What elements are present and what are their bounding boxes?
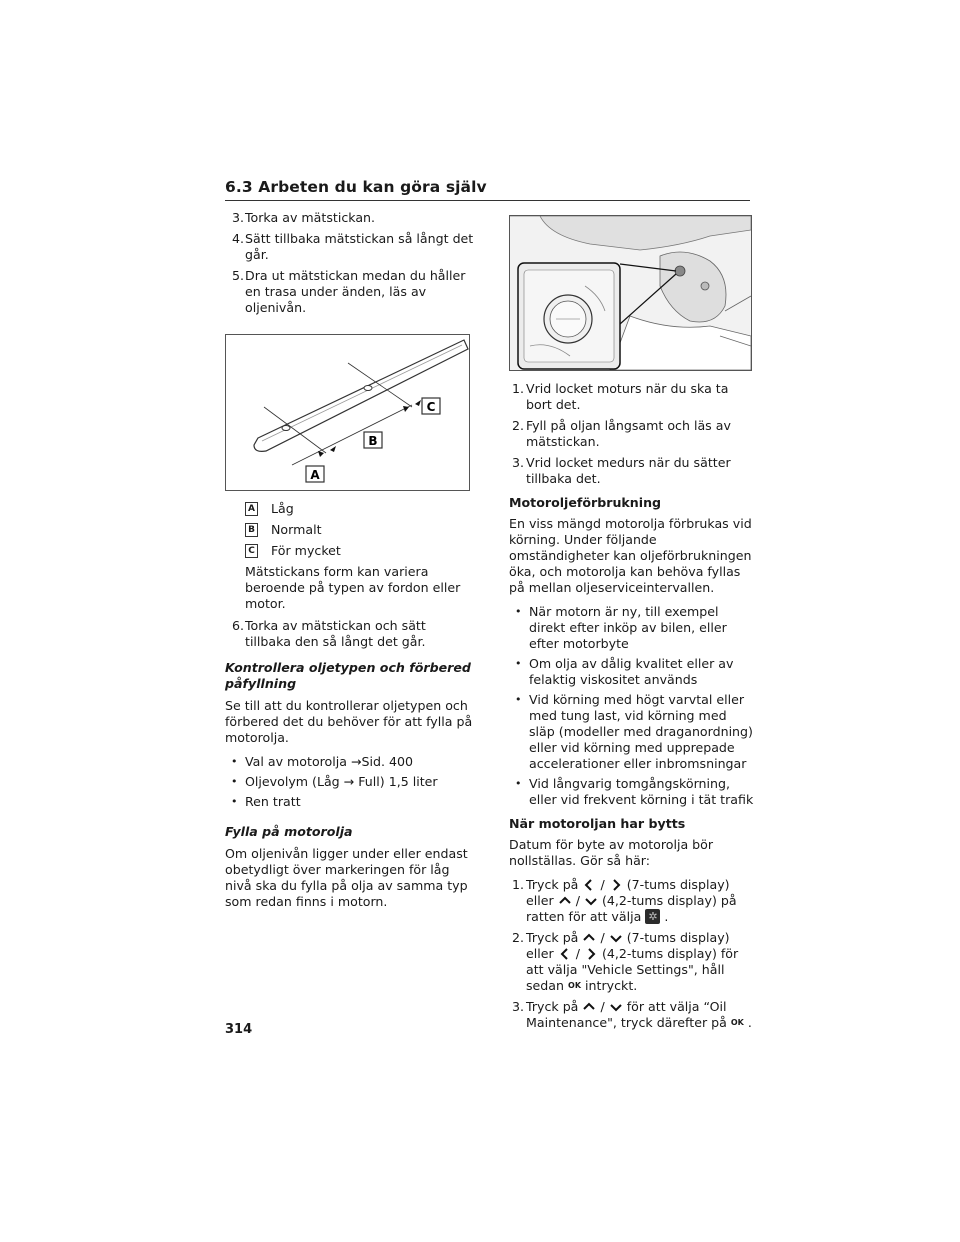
label-a: A bbox=[310, 468, 320, 482]
paragraph: Se till att du kontrollerar oljetypen och förbered det du behöver för att fylla på motorolja. bbox=[225, 698, 473, 745]
list-item: 5. Dra ut mätstickan medan du håller en trasa under änden, läs av oljenivån. bbox=[232, 268, 466, 315]
list-item: 3. Tryck på / för att välja “Oil Maintenance", tryck därefter på OK . bbox=[512, 999, 752, 1030]
subsection-title: Motoroljeförbrukning bbox=[509, 495, 662, 510]
list-item: • Om olja av dålig kvalitet eller av felaktig viskositet används bbox=[509, 656, 754, 688]
chevron-down-icon bbox=[609, 1000, 623, 1014]
page-number: 314 bbox=[225, 1022, 253, 1037]
engine-bay-illustration bbox=[510, 216, 751, 370]
list-item: • Val av motorolja →Sid. 400 bbox=[225, 754, 475, 770]
chevron-left-icon bbox=[582, 878, 596, 892]
page-header bbox=[225, 178, 750, 196]
steps-list-b bbox=[509, 381, 754, 487]
list-item: 2. Tryck på / (7-tums display) eller / (4,2-tums display) för att välja "Vehicle Settings", håll sedan OK intryckt. bbox=[512, 930, 739, 993]
dipstick-illustration bbox=[226, 335, 469, 490]
legend-item: A Låg bbox=[245, 501, 475, 517]
steps-list-a bbox=[225, 210, 475, 316]
list-item: 6. Torka av mätstickan och sätt tillbaka den så långt det går. bbox=[232, 618, 426, 649]
list-item: 2. Fyll på oljan långsamt och läs av mätstickan. bbox=[512, 418, 731, 449]
list-item: • När motorn är ny, till exempel direkt efter inköp av bilen, eller efter motorbyte bbox=[509, 604, 754, 652]
ok-icon: OK bbox=[730, 1018, 744, 1027]
gear-icon: ✲ bbox=[645, 909, 660, 924]
paragraph: Om oljenivån ligger under eller endast obetydligt över markeringen för låg nivå ska du fylla på olja av samma typ som redan finns i motorn. bbox=[225, 846, 468, 909]
list-item: 1. Tryck på / (7-tums display) eller / (4,2-tums display) på ratten för att välja ✲ . bbox=[512, 877, 737, 924]
section-title: 6.3 Arbeten du kan göra själv bbox=[225, 178, 487, 196]
subsection-title: Kontrollera oljetypen och förbered påfyllning bbox=[225, 660, 471, 691]
label-b: B bbox=[368, 434, 378, 448]
list-item: • Oljevolym (Låg → Full) 1,5 liter bbox=[225, 774, 475, 790]
chevron-right-icon bbox=[584, 947, 598, 961]
bullet-list bbox=[509, 604, 754, 808]
left-column bbox=[225, 210, 475, 918]
right-column bbox=[509, 213, 754, 1036]
legend-item: C För mycket bbox=[245, 543, 475, 559]
list-item: 1. Vrid locket moturs när du ska ta bort det. bbox=[512, 381, 729, 412]
label-c: C bbox=[426, 400, 436, 414]
reset-steps bbox=[509, 877, 754, 1031]
list-item: • Vid körning med högt varvtal eller med tung last, vid körning med släp (modeller med draganordning) eller vid körning med upprepade accelerationer eller inbromsningar bbox=[509, 692, 754, 772]
figure-legend bbox=[245, 501, 475, 559]
chevron-up-icon bbox=[582, 1000, 596, 1014]
list-item: 3. Vrid locket medurs när du sätter tillbaka det. bbox=[512, 455, 731, 486]
subsection-title: Fylla på motorolja bbox=[225, 824, 353, 839]
oil-cap-figure bbox=[509, 215, 752, 371]
legend-note: Mätstickans form kan variera beroende på typen av fordon eller motor. bbox=[245, 564, 461, 611]
legend-item: B Normalt bbox=[245, 522, 475, 538]
chevron-down-icon bbox=[584, 894, 598, 908]
chevron-left-icon bbox=[558, 947, 572, 961]
list-item: • Ren tratt bbox=[225, 794, 475, 810]
list-item: • Vid långvarig tomgångskörning, eller vid frekvent körning i tät trafik bbox=[509, 776, 754, 808]
chevron-right-icon bbox=[609, 878, 623, 892]
ok-icon: OK bbox=[568, 981, 582, 990]
paragraph: Datum för byte av motorolja bör nollställas. Gör så här: bbox=[509, 837, 714, 868]
list-item: 3. Torka av mätstickan. bbox=[232, 210, 376, 225]
subsection-title: När motoroljan har bytts bbox=[509, 816, 686, 831]
paragraph: En viss mängd motorolja förbrukas vid körning. Under följande omständigheter kan oljeförbrukningen öka, och motorolja kan behöva fyllas på mellan oljeserviceintervallen. bbox=[509, 516, 752, 595]
chevron-up-icon bbox=[582, 931, 596, 945]
chevron-up-icon bbox=[558, 894, 572, 908]
header-rule bbox=[225, 200, 750, 201]
dipstick-figure bbox=[225, 334, 470, 491]
bullet-list bbox=[225, 754, 475, 810]
chevron-down-icon bbox=[609, 931, 623, 945]
list-item: 4. Sätt tillbaka mätstickan så långt det går. bbox=[232, 231, 474, 262]
